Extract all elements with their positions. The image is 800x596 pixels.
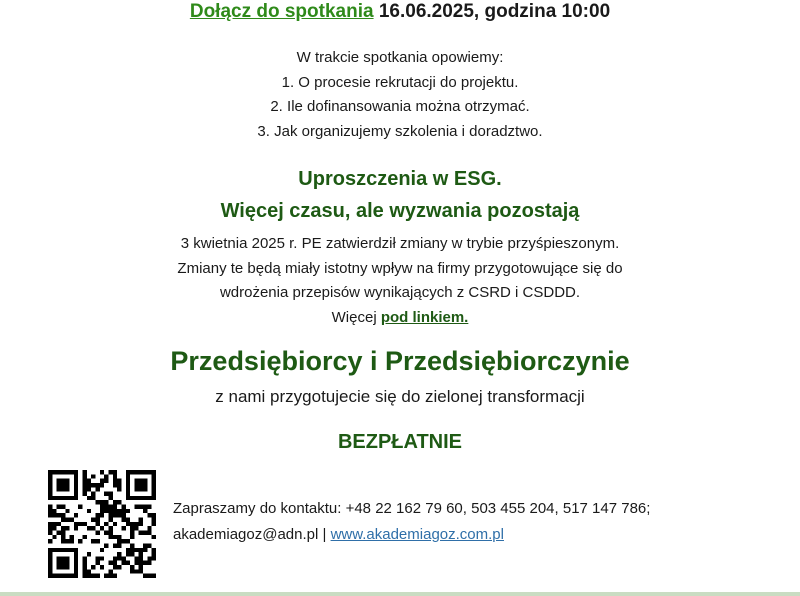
esg-heading-line: Więcej czasu, ale wyzwania pozostają — [220, 200, 580, 222]
promo-subtitle: z nami przygotujecie się do zielonej transformacji — [215, 387, 585, 406]
esg-more-line — [0, 306, 800, 331]
esg-body-line: Zmiany te będą miały istotny wpływ na firmy przygotowujące się do — [177, 259, 623, 277]
qr-code-icon[interactable] — [48, 470, 156, 578]
contact-separator: | — [318, 526, 331, 543]
meeting-date-time: 16.06.2025, godzina 10:00 — [373, 1, 611, 22]
contact-phones: Zapraszamy do kontaktu: +48 22 162 79 60, 503 455 204, 517 147 786; — [173, 500, 651, 517]
agenda-item: 1. O procesie rekrutacji do projektu. — [281, 73, 519, 91]
agenda-intro: W trakcie spotkania opowiemy: — [296, 49, 504, 66]
esg-body-line: wdrożenia przepisów wynikających z CSRD i CSDDD. — [219, 284, 581, 301]
contact-info — [173, 496, 650, 548]
more-info-link[interactable]: pod linkiem. — [380, 308, 469, 326]
free-label: BEZPŁATNIE — [337, 431, 463, 453]
website-link[interactable]: www.akademiagoz.com.pl — [330, 526, 504, 543]
esg-body-line: 3 kwietnia 2025 r. PE zatwierdził zmiany w trybie przyśpieszonym. — [180, 235, 620, 252]
agenda-section — [0, 46, 800, 144]
promo-title: Przedsiębiorcy i Przedsiębiorczynie — [170, 346, 630, 376]
join-meeting-link[interactable]: Dołącz do spotkania — [189, 1, 374, 22]
meeting-announcement — [0, 0, 800, 24]
esg-heading-line: Uproszczenia w ESG. — [298, 168, 502, 190]
agenda-item: 3. Jak organizujemy szkolenia i doradztwo. — [257, 122, 543, 140]
esg-heading — [0, 163, 800, 227]
contact-email[interactable]: akademiagoz@adn.pl — [173, 526, 319, 543]
esg-more-prefix: Więcej — [331, 308, 381, 326]
agenda-item: 2. Ile dofinansowania można otrzymać. — [270, 98, 530, 115]
bottom-divider — [0, 592, 800, 596]
contact-links — [173, 522, 650, 548]
esg-body — [0, 232, 800, 330]
